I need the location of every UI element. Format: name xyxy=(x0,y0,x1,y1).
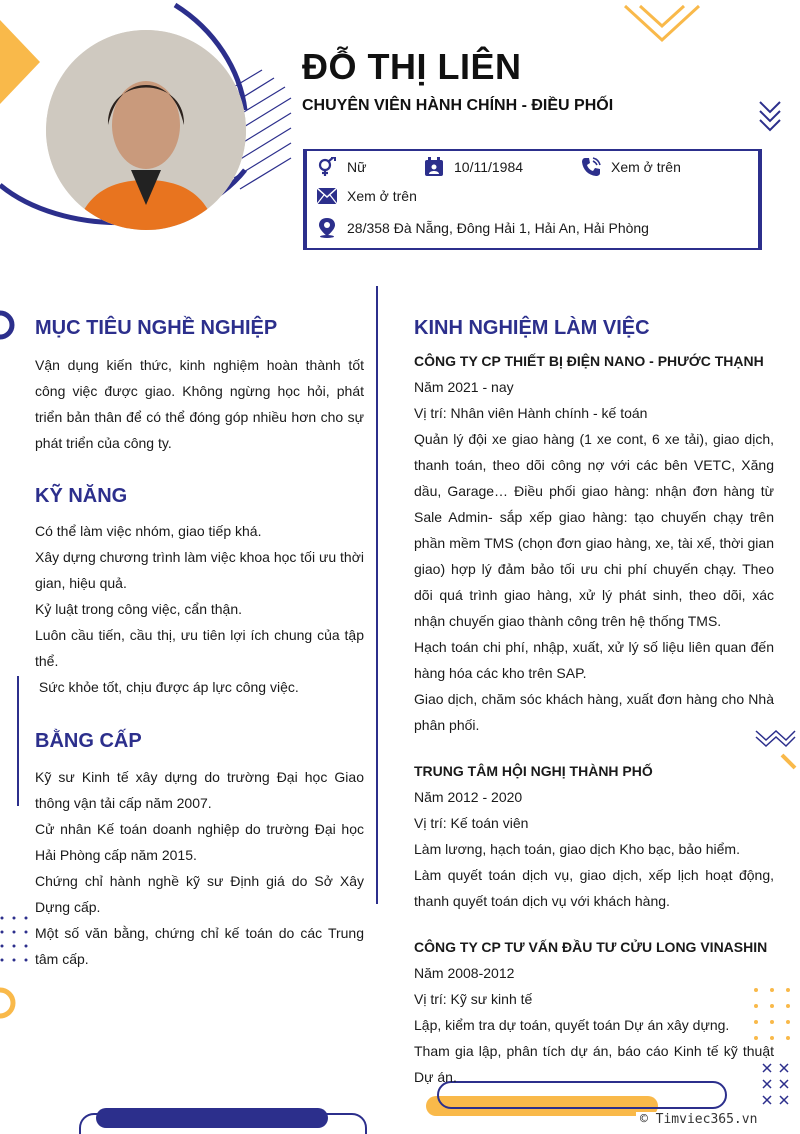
job-company: CÔNG TY CP TƯ VẤN ĐẦU TƯ CỬU LONG VINASHIN xyxy=(414,939,768,955)
job-duty: Lập, kiểm tra dự toán, quyết toán Dự án xây dựng. xyxy=(414,1017,730,1033)
objective-heading: MỤC TIÊU NGHỀ NGHIỆP xyxy=(35,317,278,339)
gender-value: Nữ xyxy=(347,159,367,175)
address-value: 28/358 Đà Nẵng, Đông Hải 1, Hải An, Hải Phòng xyxy=(347,220,649,236)
contact-info-box xyxy=(303,149,762,250)
skill-item: Sức khỏe tốt, chịu được áp lực công việc. xyxy=(35,679,299,695)
job-period: Năm 2012 - 2020 xyxy=(414,789,523,805)
degree-item: Chứng chỉ hành nghề kỹ sư Định giá do Sở Xây Dựng cấp. xyxy=(35,873,364,915)
left-accent-line xyxy=(17,676,19,806)
gender-item xyxy=(317,157,366,177)
job-duty: Làm lương, hạch toán, giao dịch Kho bạc, bảo hiểm. xyxy=(414,841,740,857)
job-title: CHUYÊN VIÊN HÀNH CHÍNH - ĐIỀU PHỐI xyxy=(302,97,614,114)
job-position: Vị trí: Nhân viên Hành chính - kế toán xyxy=(414,405,648,421)
email-value: Xem ở trên xyxy=(347,188,417,204)
job-position: Vị trí: Kỹ sư kinh tế xyxy=(414,991,533,1007)
skill-item: Có thể làm việc nhóm, giao tiếp khá. xyxy=(35,523,262,539)
job-duty: Giao dịch, chăm sóc khách hàng, xuất đơn hàng cho Nhà phân phối. xyxy=(414,691,774,733)
job-entry xyxy=(414,348,774,738)
profile-photo xyxy=(46,30,246,230)
calendar-icon xyxy=(424,157,444,177)
birthdate-value: 10/11/1984 xyxy=(454,159,524,175)
candidate-name: ĐỖ THỊ LIÊN xyxy=(302,46,522,87)
column-divider xyxy=(376,286,378,904)
skill-item: Kỷ luật trong công việc, cẩn thận. xyxy=(35,601,243,617)
skills-heading: KỸ NĂNG xyxy=(35,485,128,507)
job-duty: Làm quyết toán dịch vụ, giao dịch, xếp lịch hoạt động, thanh quyết toán dịch vụ với khách hàng. xyxy=(414,867,774,909)
degree-item: Kỹ sư Kinh tế xây dựng do trường Đại học Giao thông vận tải cấp năm 2007. xyxy=(35,769,364,811)
mail-icon xyxy=(317,188,337,204)
job-position: Vị trí: Kế toán viên xyxy=(414,815,529,831)
location-pin-icon xyxy=(317,218,337,238)
degree-item: Một số văn bằng, chứng chỉ kế toán do các Trung tâm cấp. xyxy=(35,925,364,967)
person-portrait-icon xyxy=(46,30,246,230)
job-entry xyxy=(414,758,774,914)
gender-icon xyxy=(317,157,337,177)
job-period: Năm 2021 - nay xyxy=(414,379,514,395)
email-item xyxy=(317,188,417,204)
phone-icon xyxy=(581,157,601,177)
objective-paragraph: Vận dụng kiến thức, kinh nghiệm hoàn thành tốt công việc được giao. Không ngừng học hỏi, phát triển bản thân để có thể đóng góp nhiều hơn cho sự phát triển của công ty. xyxy=(35,357,364,451)
experience-list xyxy=(414,348,774,1090)
job-duty: Tham gia lập, phân tích dự án, báo cáo Kinh tế kỹ thuật Dự án. xyxy=(414,1043,774,1085)
address-item xyxy=(317,218,649,238)
job-company: TRUNG TÂM HỘI NGHỊ THÀNH PHỐ xyxy=(414,763,653,779)
skill-item: Xây dựng chương trình làm việc khoa học tối ưu thời gian, hiệu quả. xyxy=(35,549,364,591)
job-period: Năm 2008-2012 xyxy=(414,965,515,981)
phone-item xyxy=(581,157,681,177)
phone-value: Xem ở trên xyxy=(611,159,681,175)
degree-item: Cử nhân Kế toán doanh nghiệp do trường Đại học Hải Phòng cấp năm 2015. xyxy=(35,821,364,863)
objective-text xyxy=(35,352,364,456)
job-entry xyxy=(414,934,774,1090)
job-company: CÔNG TY CP THIẾT BỊ ĐIỆN NANO - PHƯỚC THẠNH xyxy=(414,353,764,369)
skill-item: Luôn cầu tiến, cầu thị, ưu tiên lợi ích chung của tập thể. xyxy=(35,627,364,669)
birthdate-item xyxy=(424,157,523,177)
job-duty: Hạch toán chi phí, nhập, xuất, xử lý số liệu liên quan đến hàng hóa các kho trên SAP. xyxy=(414,639,774,681)
degrees-list xyxy=(35,764,364,972)
watermark: © Timviec365.vn xyxy=(636,1112,761,1127)
degrees-heading: BẰNG CẤP xyxy=(35,730,142,752)
experience-heading: KINH NGHIỆM LÀM VIỆC xyxy=(414,317,650,339)
skills-list xyxy=(35,518,364,700)
job-duty: Quản lý đội xe giao hàng (1 xe cont, 6 xe tải), giao dịch, thanh toán, theo dõi công nợ với các bên VETC, Xăng dầu, Garage… Điều phối giao hàng: nhận đơn hàng từ Sale Admin- sắp xếp giao hàng: tạo chuyến chạy trên phần mềm TMS (chọn đơn giao hàng, xe, tài xế, thời gian giao) hợp lý đảm bảo tối ưu chi phí chuyến chạy. Theo dõi quá trình giao hàng, xử lý phát sinh, theo dõi, xác nhận chuyến giao thành công trên hệ thống TMS. xyxy=(414,431,774,629)
